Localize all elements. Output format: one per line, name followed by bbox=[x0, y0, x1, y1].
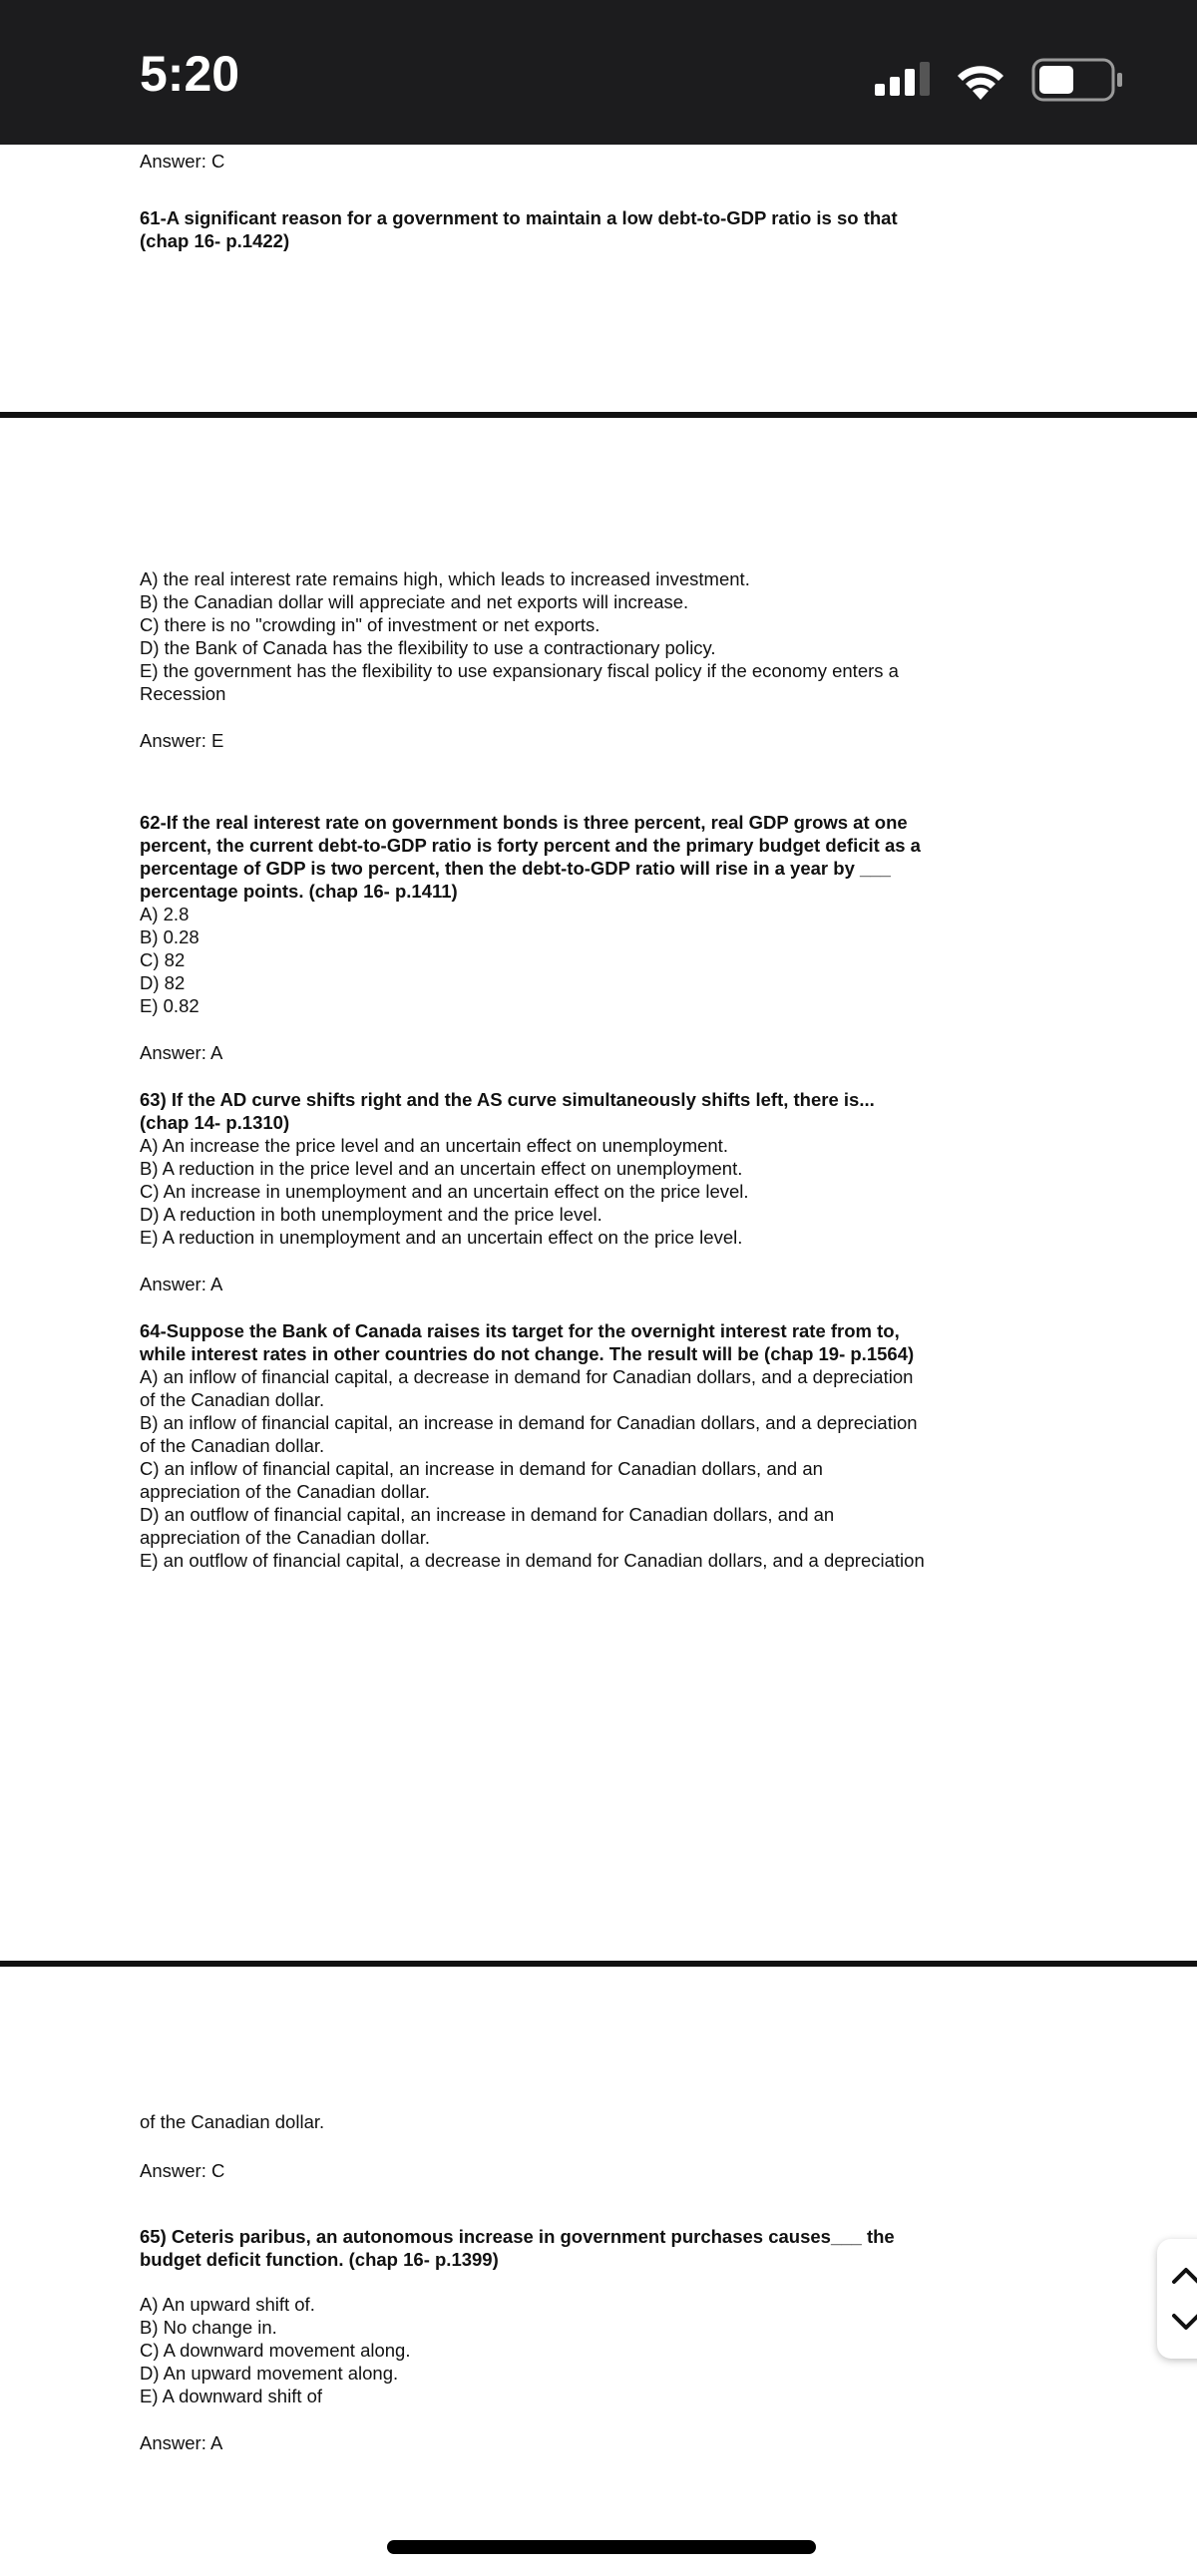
option-text: A) 2.8 bbox=[140, 904, 190, 924]
option-text: E) the government has the flexibility to use expansionary fiscal policy if the economy enters a bbox=[140, 660, 899, 681]
battery-icon bbox=[1031, 58, 1125, 102]
page-section-2 bbox=[140, 567, 1057, 1572]
option-text: E) A reduction in unemployment and an uncertain effect on the price level. bbox=[140, 1227, 743, 1248]
option-text: B) 0.28 bbox=[140, 926, 200, 947]
chevron-up-icon[interactable] bbox=[1169, 2259, 1197, 2293]
option-text: C) An increase in unemployment and an uncertain effect on the price level. bbox=[140, 1181, 749, 1202]
page-section-3 bbox=[140, 2110, 1057, 2454]
option-text: A) an inflow of financial capital, a decrease in demand for Canadian dollars, and a depreciation bbox=[140, 1366, 914, 1387]
option-text: appreciation of the Canadian dollar. bbox=[140, 1527, 431, 1548]
answer-text: Answer: C bbox=[140, 151, 225, 172]
option-text: A) the real interest rate remains high, which leads to increased investment. bbox=[140, 568, 750, 589]
option-text: B) A reduction in the price level and an uncertain effect on unemployment. bbox=[140, 1158, 743, 1179]
answer-text: Answer: A bbox=[140, 1042, 223, 1063]
option-text: B) the Canadian dollar will appreciate and net exports will increase. bbox=[140, 591, 689, 612]
option-text: D) A reduction in both unemployment and the price level. bbox=[140, 1204, 602, 1225]
page-section-1 bbox=[140, 150, 1057, 252]
option-text: C) A downward movement along. bbox=[140, 2340, 411, 2361]
question-63-text: 63) If the AD curve shifts right and the AS curve simultaneously shifts left, there is... bbox=[140, 1089, 875, 1110]
page-nav-control bbox=[1157, 2239, 1197, 2359]
question-61-text: 61-A significant reason for a government to maintain a low debt-to-GDP ratio is so that bbox=[140, 207, 898, 228]
question-62-text: 62-If the real interest rate on government bonds is three percent, real GDP grows at one bbox=[140, 812, 908, 833]
option-text: of the Canadian dollar. bbox=[140, 1389, 325, 1410]
question-64-text: 64-Suppose the Bank of Canada raises its target for the overnight interest rate from to, bbox=[140, 1320, 900, 1341]
option-text: Recession bbox=[140, 683, 226, 704]
page-divider bbox=[0, 1961, 1197, 1967]
option-text: D) An upward movement along. bbox=[140, 2363, 399, 2384]
option-text: of the Canadian dollar. bbox=[140, 2111, 325, 2132]
answer-text: Answer: A bbox=[140, 1274, 223, 1294]
question-62-text: percent, the current debt-to-GDP ratio is forty percent and the primary budget deficit as a bbox=[140, 835, 921, 856]
question-62-text: percentage points. (chap 16- p.1411) bbox=[140, 881, 458, 902]
option-text: appreciation of the Canadian dollar. bbox=[140, 1481, 431, 1502]
option-text: B) No change in. bbox=[140, 2317, 277, 2338]
question-65-text: budget deficit function. (chap 16- p.1399) bbox=[140, 2249, 499, 2270]
option-text: E) A downward shift of bbox=[140, 2386, 323, 2406]
question-64-text: while interest rates in other countries do not change. The result will be (chap 19- p.1564) bbox=[140, 1343, 915, 1364]
option-text: C) there is no "crowding in" of investment or net exports. bbox=[140, 614, 600, 635]
chevron-down-icon[interactable] bbox=[1169, 2305, 1197, 2339]
home-indicator[interactable] bbox=[387, 2540, 816, 2554]
option-text: E) an outflow of financial capital, a decrease in demand for Canadian dollars, and a depreciation bbox=[140, 1550, 925, 1571]
question-61-text: (chap 16- p.1422) bbox=[140, 230, 290, 251]
option-text: A) An upward shift of. bbox=[140, 2294, 315, 2315]
status-bar bbox=[0, 0, 1197, 145]
option-text: C) 82 bbox=[140, 949, 186, 970]
question-63-text: (chap 14- p.1310) bbox=[140, 1112, 290, 1133]
answer-text: Answer: E bbox=[140, 730, 224, 751]
cellular-signal-icon bbox=[875, 62, 935, 96]
option-text: D) the Bank of Canada has the flexibility to use a contractionary policy. bbox=[140, 637, 716, 658]
option-text: E) 0.82 bbox=[140, 995, 200, 1016]
status-time: 5:20 bbox=[140, 46, 240, 102]
page-divider bbox=[0, 412, 1197, 418]
option-text: D) an outflow of financial capital, an increase in demand for Canadian dollars, and an bbox=[140, 1504, 835, 1525]
option-text: A) An increase the price level and an uncertain effect on unemployment. bbox=[140, 1135, 728, 1156]
option-text: of the Canadian dollar. bbox=[140, 1435, 325, 1456]
option-text: C) an inflow of financial capital, an increase in demand for Canadian dollars, and an bbox=[140, 1458, 823, 1479]
wifi-icon bbox=[953, 58, 1008, 100]
option-text: B) an inflow of financial capital, an increase in demand for Canadian dollars, and a depreciation bbox=[140, 1412, 918, 1433]
answer-text: Answer: A bbox=[140, 2432, 223, 2453]
question-65-text: 65) Ceteris paribus, an autonomous increase in government purchases causes___ the bbox=[140, 2226, 895, 2247]
option-text: D) 82 bbox=[140, 972, 186, 993]
answer-text: Answer: C bbox=[140, 2160, 225, 2181]
question-62-text: percentage of GDP is two percent, then the debt-to-GDP ratio will rise in a year by ___ bbox=[140, 858, 891, 879]
